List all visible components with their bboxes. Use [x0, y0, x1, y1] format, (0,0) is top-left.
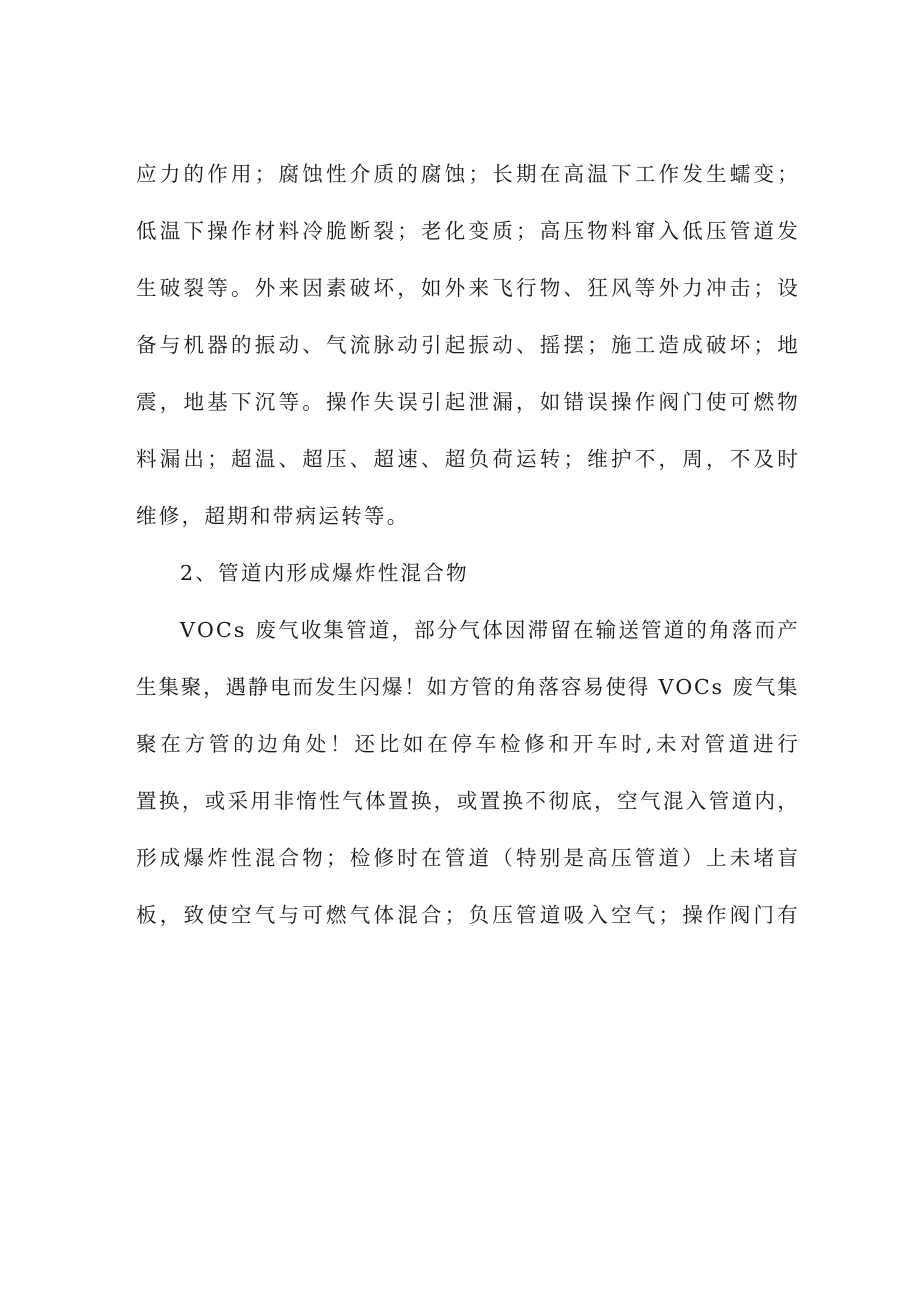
paragraph-line: 维修，超期和带病运转等。 — [136, 504, 410, 528]
paragraph-line: 应 力 的 作 用 ； 腐 蚀 性 介 质 的 腐 蚀 ； 长 期 在 高 温 下 工 作 发 生 蠕 变 ； — [136, 162, 798, 186]
paragraph-line: 备 与 机 器 的 振 动 、 气 流 脉 动 引 起 振 动 、 摇 摆 ； 施 工 造 成 破 坏 ； 地 — [136, 333, 798, 357]
paragraph-line: 震 ， 地 基 下 沉 等 。 操 作 失 误 引 起 泄 漏 ， 如 错 误 操 作 阀 门 使 可 燃 物 — [136, 390, 798, 414]
section-heading: 2、管道内形成爆炸性混合物 — [180, 561, 469, 585]
paragraph-line: 生 破 裂 等 。 外 来 因 素 破 坏 ， 如 外 来 飞 行 物 、 狂 风 等 外 力 冲 击 ； 设 — [136, 276, 798, 300]
paragraph-line: V O C s 废 气 收 集 管 道 ， 部 分 气 体 因 滞 留 在 输 送 管 道 的 角 落 而 产 — [180, 618, 798, 642]
paragraph-line: 料 漏 出 ； 超 温 、 超 压 、 超 速 、 超 负 荷 运 转 ； 维 护 不 ， 周 ， 不 及 时 — [136, 447, 798, 471]
paragraph-line: 低 温 下 操 作 材 料 冷 脆 断 裂 ； 老 化 变 质 ； 高 压 物 料 窜 入 低 压 管 道 发 — [136, 219, 798, 243]
paragraph-line: 形 成 爆 炸 性 混 合 物 ； 检 修 时 在 管 道 （ 特 别 是 高 压 管 道 ） 上 未 堵 盲 — [136, 846, 798, 870]
paragraph-line: 置 换 ， 或 采 用 非 惰 性 气 体 置 换 ， 或 置 换 不 彻 底 ， 空 气 混 入 管 道 内 ， — [136, 789, 798, 813]
paragraph-line: 聚 在 方 管 的 边 角 处 ！ 还 比 如 在 停 车 检 修 和 开 车 时 , 未 对 管 道 进 行 — [136, 732, 798, 756]
document-body — [136, 146, 798, 944]
paragraph-line: 板 ， 致 使 空 气 与 可 燃 气 体 混 合 ； 负 压 管 道 吸 入 空 气 ； 操 作 阀 门 有 — [136, 903, 798, 927]
paragraph-line: 生 集 聚 ， 遇 静 电 而 发 生 闪 爆 ！ 如 方 管 的 角 落 容 易 使 得 V O C s 废 气 集 — [136, 675, 798, 699]
